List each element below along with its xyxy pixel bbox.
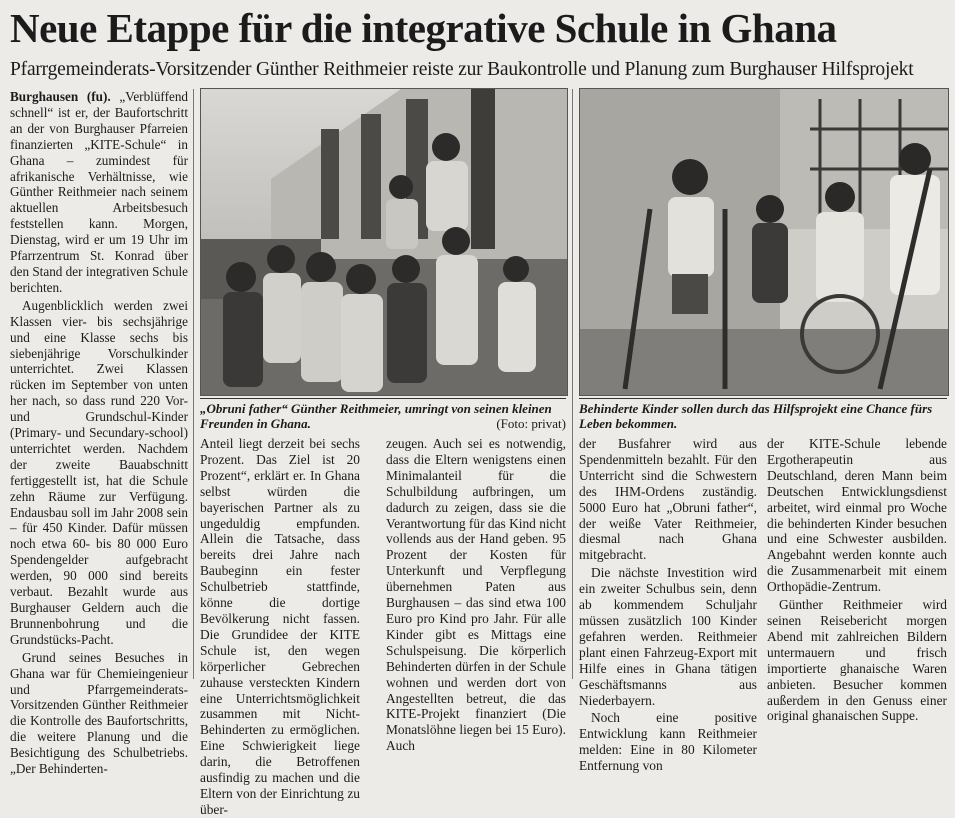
paragraph-text: „Verblüffend schnell“ ist er, der Baufortschritt an der von Burghauser Pfarreien finanzierten „KITE-Schule“ in Ghana – zumindest für afrikanische Verhältnisse, wie Günther Reithmeier nach seinem aktuellen Arbeitsbesuch feststellen kann. Morgen, Dienstag, wird er um 19 Uhr im Pfarrzentrum St. Konrad über den Stand der integrativen Schule berichten. — [10, 89, 189, 295]
caption-text: „Obruni father“ Günther Reithmeier, umringt von seinen kleinen Freunden in Ghana. — [200, 401, 552, 431]
article-column-3 — [386, 436, 566, 754]
article-column-4 — [579, 436, 757, 774]
paragraph: Die nächste Investition wird ein zweiter Schulbus sein, denn ab kommendem Schuljahr müssen zusätzlich 100 Kinder gefahren werden. Reithmeier plant einen Fahrzeug-Export mit Hilfe eines in Ghana tätigen Geschäftsmanns aus Niederbayern. — [579, 565, 757, 708]
photo-image — [201, 89, 567, 395]
photo-2-caption — [579, 398, 947, 431]
photo-disabled-children — [579, 88, 949, 396]
dateline: Burghausen (fu). — [10, 89, 111, 104]
subheadline: Pfarrgemeinderats-Vorsitzender Günther Reithmeier reiste zur Baukontrolle und Planung zum Burghauser Hilfsprojekt — [10, 59, 914, 80]
caption-text: Behinderte Kinder sollen durch das Hilfsprojekt eine Chance fürs Leben bekommen. — [579, 401, 933, 431]
paragraph: Grund seines Besuches in Ghana war für Chemieingenieur und Pfarrgemeinderats-Vorsitzenden Günther Reithmeier die Kontrolle des Baufortschritts, die weitere Planung und die Besichtigung des Schulbetriebs. „Der Behinderten- — [10, 649, 188, 777]
column-divider — [193, 89, 194, 679]
paragraph: Günther Reithmeier wird seinen Reisebericht morgen Abend mit zahlreichen Bildern untermauern und frisch importierte ghanaische Waren anbieten. Besucher kommen außerdem in den Genuss einer original ghanaischen Suppe. — [767, 597, 947, 724]
paragraph: der Busfahrer wird aus Spendenmitteln bezahlt. Für den Unterricht sind die Schwestern des IHM-Ordens zuständig. 5000 Euro hat „Obruni father“, der weiße Vater Reithmeier, diesmal nach Ghana mitgebracht. — [579, 436, 757, 563]
paragraph: Augenblicklich werden zwei Klassen vier- bis sechsjährige und eine Klasse sechs bis siebenjährige Vorschulkinder unterrichtet. Zwei Klassen rücken im September von unten her nach, so dass rund 220 Vor- und Grundschul-Kinder (Primary- und Secundary-school) unterrichtet werden. Nachdem der zweite Bauabschnitt fertiggestellt ist, hat die Schule zehn Räume zur Verfügung. Endausbau soll im Jahr 2008 sein – für 450 Kinder. Dafür müssen noch etwa 60- bis 80 000 Euro Spendengelder aufgebracht werden, 90 000 sind bereits verbaut. Bezahlt wurde aus Burghauser Geldern auch die Brunnenbohrung und die Grundstücks-Pacht. — [10, 297, 188, 647]
article-column-5 — [767, 436, 947, 724]
photo-image — [580, 89, 948, 395]
photo-children-with-reithmeier — [200, 88, 568, 396]
headline: Neue Etappe für die integrative Schule in Ghana — [10, 5, 837, 51]
paragraph — [10, 89, 188, 296]
article-column-2 — [200, 436, 360, 817]
photo-1-caption — [200, 398, 566, 431]
paragraph: Anteil liegt derzeit bei sechs Prozent. Das Ziel ist 20 Prozent“, erklärt er. In Ghana selbst würden die bayerischen Partner als zu ungeduldig empfunden. Allein die Tatsache, dass bereits drei Jahre nach Baubeginn ein fester Schulbetrieb stattfinde, könne die dortige Bevölkerung nicht fassen. Die Grundidee der KITE Schule ist, den wegen körperlicher Gebrechen zuhause versteckten Kindern eine Unterrichtsmöglichkeit zusammen mit Nicht-Behinderten zu ermöglichen. Eine Schwierigkeit liege darin, die Betroffenen ausfindig zu machen und die Eltern von der Einrichtung zu über- — [200, 436, 360, 817]
photo-credit: (Foto: privat) — [496, 416, 566, 431]
paragraph: Noch eine positive Entwicklung kann Reithmeier melden: Eine in 80 Kilometer Entfernung von — [579, 710, 757, 774]
paragraph: zeugen. Auch sei es notwendig, dass die Eltern wenigstens einen Minimalanteil für die Schulbildung aufbringen, um dadurch zu zeigen, dass sie die Verantwortung für das Kind nicht vollends aus der Hand geben. 95 Prozent der Kosten für Unterkunft und Verpflegung übernehmen Paten aus Burghausen – das sind etwa 100 Euro pro Kind pro Jahr. Für alle Kinder gibt es Mittags eine Schulspeisung. Die körperlich Behinderten dürfen in der Schule wohnen und werden dort von Angestellten betreut, die das KITE-Projekt finanziert (Die Monatslöhne liegen bei 15 Euro). Auch — [386, 436, 566, 754]
paragraph: der KITE-Schule lebende Ergotherapeutin aus Deutschland, deren Mann beim Deutschen Entwicklungsdienst arbeitet, wird einmal pro Woche die behinderten Kinder besuchen und eine Schwester ausbilden. Angebahnt werden konnte auch die Zusammenarbeit mit einem Orthopädie-Zentrum. — [767, 436, 947, 595]
article-column-1 — [10, 89, 189, 777]
column-divider — [572, 89, 573, 679]
